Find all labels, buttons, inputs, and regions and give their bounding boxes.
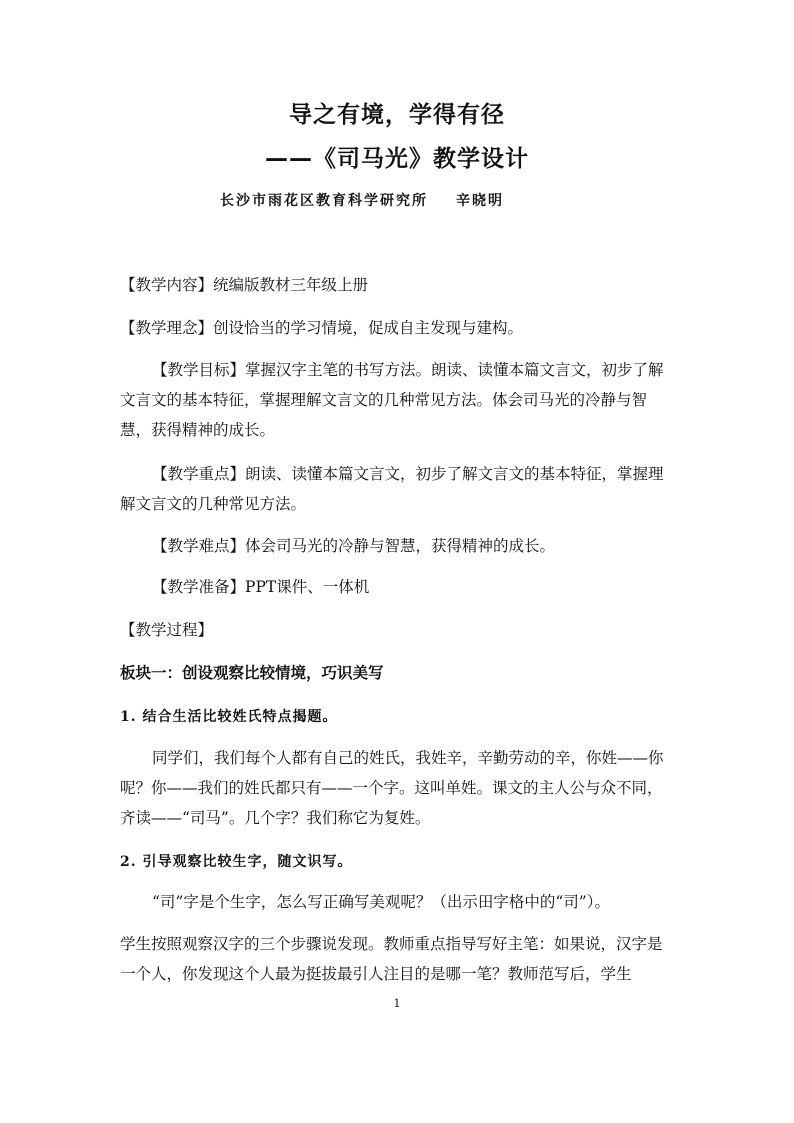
teaching-goal-label: 【教学目标】 [152, 361, 246, 379]
teaching-content-label: 【教学内容】 [120, 276, 214, 294]
teaching-preparation [120, 572, 676, 602]
teaching-preparation-text: PPT课件、一体机 [245, 578, 370, 596]
teaching-difficulty [120, 531, 676, 561]
teaching-key-point-text: 朗读、读懂本篇文言文，初步了解文言文的基本特征，掌握理解文言文的几种常见方法。 [120, 465, 664, 513]
author-name: 辛晓明 [456, 193, 504, 209]
teaching-concept-label: 【教学理念】 [120, 319, 214, 337]
section-1-title: 板块一：创设观察比较情境，巧识美写 [120, 663, 384, 682]
teaching-preparation-label: 【教学准备】 [152, 578, 246, 596]
author-organization: 长沙市雨花区教育科学研究所 [220, 193, 428, 209]
page-number: 1 [393, 997, 401, 1010]
teaching-difficulty-text: 体会司马光的冷静与智慧，获得精神的成长。 [245, 537, 556, 555]
title-line-2: ——《司马光》教学设计 [265, 146, 529, 172]
teaching-goal [120, 355, 676, 445]
teaching-content [120, 270, 676, 300]
author-line [220, 190, 504, 210]
teaching-concept [120, 313, 676, 343]
step-2-text-2: 学生按照观察汉字的三个步骤说发现。教师重点指导写好主笔：如果说，汉字是一个人，你发现这个人最为挺拔最引人注目的是哪一笔？教师范写后，学生 [120, 935, 663, 983]
teaching-key-point [120, 459, 676, 519]
teaching-concept-text: 创设恰当的学习情境，促成自主发现与建构。 [213, 319, 524, 337]
teaching-goal-text: 掌握汉字主笔的书写方法。朗读、读懂本篇文言文，初步了解文言文的基本特征，掌握理解文言文的几种常见方法。体会司马光的冷静与智慧，获得精神的成长。 [120, 361, 664, 439]
teaching-content-text: 统编版教材三年级上册 [213, 276, 369, 294]
teaching-difficulty-label: 【教学难点】 [152, 537, 246, 555]
step-2-text-1: “司”字是个生字，怎么写正确写美观呢？（出示田字格中的“司”）。 [152, 893, 610, 911]
title-line-1: 导之有境，学得有径 [289, 102, 505, 128]
step-2-title: 2. 引导观察比较生字，随文识写。 [120, 854, 353, 870]
teaching-key-point-label: 【教学重点】 [152, 465, 246, 483]
step-1-text: 同学们，我们每个人都有自己的姓氏，我姓辛，辛勤劳动的辛，你姓——你呢？你——我们的姓氏都只有——一个字。这叫单姓。课文的主人公与众不同，齐读——“司马”。几个字？我们称它为复姓。 [120, 749, 664, 827]
step-1-title: 1. 结合生活比较姓氏特点揭题。 [120, 709, 338, 725]
teaching-process-label: 【教学过程】 [120, 621, 214, 639]
